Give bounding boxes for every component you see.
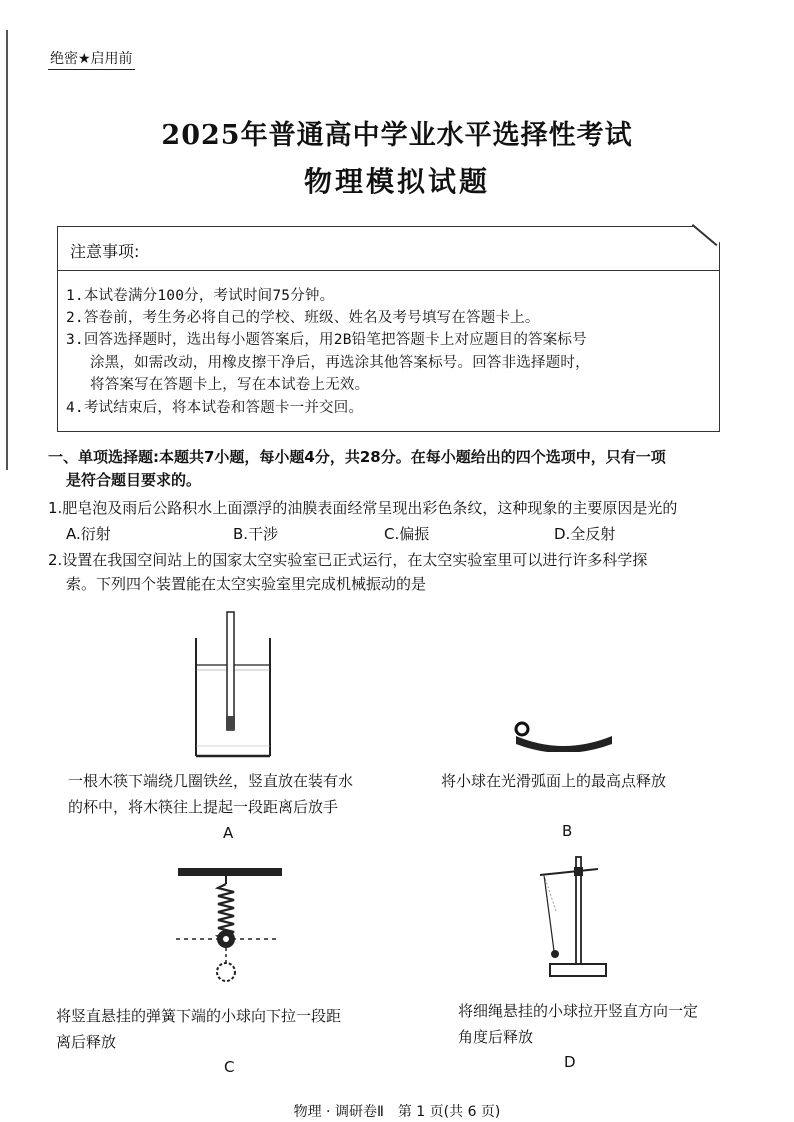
- notice-item: 3.回答选择题时，选出每小题答案后，用2B铅笔把答题卡上对应题目的答案标号: [66, 332, 587, 348]
- exam-subtitle: 物理模拟试题: [303, 165, 490, 198]
- page-edge-line: [6, 30, 8, 470]
- notice-header: [58, 227, 719, 271]
- caption-line: 将小球在光滑弧面上的最高点释放: [441, 772, 667, 790]
- caption-line: 将竖直悬挂的弹簧下端的小球向下拉一段距: [56, 1007, 342, 1025]
- figure-c-caption: [56, 1003, 416, 1055]
- question-1-stem: 1.肥皂泡及雨后公路积水上面漂浮的油膜表面经常呈现出彩色条纹，这种现象的主要原因是光的: [48, 499, 678, 517]
- figure-c-spring-ball: [170, 862, 290, 992]
- notice-item: 将答案写在答题卡上，写在本试卷上无效。: [90, 377, 370, 393]
- notice-item: 涂黑，如需改动，用橡皮擦干净后，再选涂其他答案标号。回答非选择题时，: [90, 355, 590, 371]
- figure-c-label: C: [224, 1058, 235, 1076]
- q1-option-b: B.干涉: [233, 525, 279, 543]
- notice-item: 4.考试结束后，将本试卷和答题卡一并交回。: [66, 400, 364, 416]
- notice-item: 1.本试卷满分100分，考试时间75分钟。: [66, 288, 335, 304]
- caption-line: 离后释放: [56, 1033, 117, 1051]
- figure-a-label: A: [223, 824, 234, 842]
- figure-d-label: D: [564, 1053, 576, 1071]
- figure-b-label: B: [562, 822, 573, 840]
- figure-d-caption: [458, 998, 758, 1050]
- question-2-stem-line: 2.设置在我国空间站上的国家太空实验室已正式运行，在太空实验室里可以进行许多科学探: [48, 551, 648, 569]
- q1-option-c: C.偏振: [384, 525, 430, 543]
- question-2-stem: [48, 548, 738, 596]
- notice-title: 注意事项:: [70, 242, 140, 261]
- section-heading-line: 是符合题目要求的。: [66, 471, 202, 489]
- question-2-stem-line: 索。下列四个装置能在太空实验室里完成机械振动的是: [66, 575, 427, 593]
- caption-line: 一根木筷下端绕几圈铁丝，竖直放在装有水: [68, 772, 354, 790]
- figure-b-ball-arc: [508, 712, 618, 752]
- figure-d-pendulum-stand: [530, 853, 620, 983]
- figure-a-cup-chopstick: [188, 608, 278, 760]
- figure-a-caption: [68, 768, 398, 820]
- caption-line: 将细绳悬挂的小球拉开竖直方向一定: [458, 1002, 699, 1020]
- q1-option-d: D.全反射: [554, 525, 616, 543]
- section-heading-line: 一、单项选择题:本题共7小题，每小题4分，共28分。在每小题给出的四个选项中，只有一项: [48, 448, 666, 466]
- secret-badge: 绝密★启用前: [48, 48, 135, 70]
- exam-title: 2025年普通高中学业水平选择性考试: [161, 120, 633, 151]
- caption-line: 的杯中，将木筷往上提起一段距离后放手: [68, 798, 339, 816]
- q1-option-a: A.衍射: [66, 525, 111, 543]
- section-heading: [48, 446, 738, 492]
- figure-b-caption: [441, 768, 741, 794]
- notice-item: 2.答卷前，考生务必将自己的学校、班级、姓名及考号填写在答题卡上。: [66, 310, 540, 326]
- page-footer: 物理 · 调研卷Ⅱ 第 1 页(共 6 页): [293, 1104, 501, 1120]
- caption-line: 角度后释放: [458, 1028, 534, 1046]
